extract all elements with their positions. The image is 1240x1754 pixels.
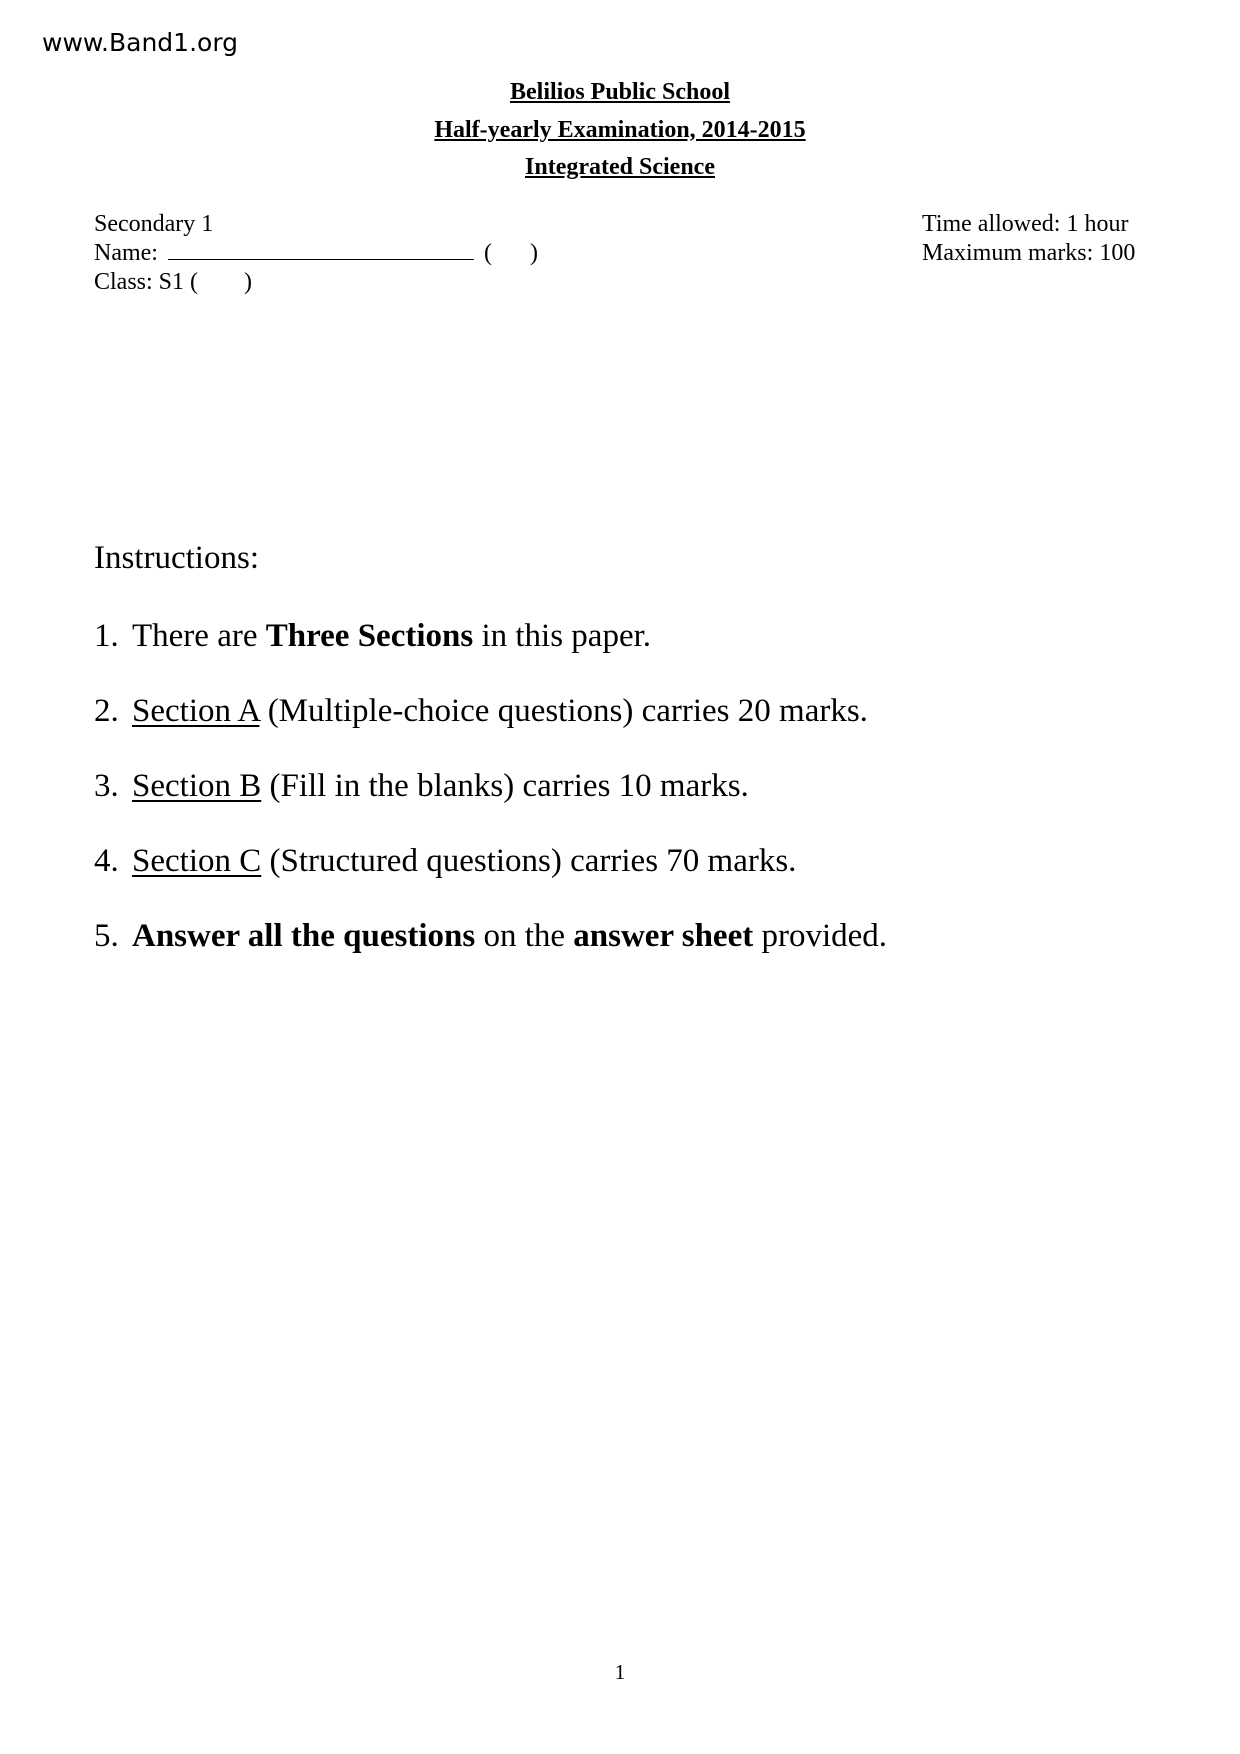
school-name: Belilios Public School bbox=[509, 79, 731, 105]
instruction-item: 2. Section A (Multiple-choice questions) carries 20 marks. bbox=[94, 693, 868, 729]
exam-info bbox=[922, 210, 1135, 268]
class-label: Class: S1 ( bbox=[94, 269, 199, 295]
time-allowed: Time allowed: 1 hour bbox=[922, 211, 1129, 237]
instruction-item: 4. Section C (Structured questions) carries 70 marks. bbox=[94, 843, 797, 879]
name-row bbox=[94, 239, 538, 268]
class-number-paren-open: ( bbox=[483, 240, 492, 266]
exam-title: Half-yearly Examination, 2014-2015 bbox=[434, 116, 806, 143]
instruction-item: 3. Section B (Fill in the blanks) carries 10 marks. bbox=[94, 768, 749, 804]
name-label: Name: bbox=[94, 240, 158, 266]
instruction-item: 1. There are Three Sections in this paper. bbox=[94, 618, 652, 654]
name-blank-line[interactable] bbox=[168, 239, 474, 260]
class-paren-close: ) bbox=[244, 269, 253, 295]
instructions-list bbox=[94, 616, 887, 991]
student-info bbox=[94, 210, 538, 297]
class-number-paren-close: ) bbox=[529, 240, 538, 266]
page-number: 1 bbox=[614, 1660, 626, 1684]
instructions-title: Instructions: bbox=[94, 540, 259, 576]
level-text: Secondary 1 bbox=[94, 211, 214, 237]
instruction-item: 5. Answer all the questions on the answer sheet provided. bbox=[94, 918, 888, 954]
subject-title: Integrated Science bbox=[525, 154, 715, 180]
class-row bbox=[94, 268, 538, 297]
exam-header bbox=[0, 74, 1240, 187]
maximum-marks: Maximum marks: 100 bbox=[922, 240, 1136, 266]
watermark-url: www.Band1.org bbox=[42, 28, 239, 57]
